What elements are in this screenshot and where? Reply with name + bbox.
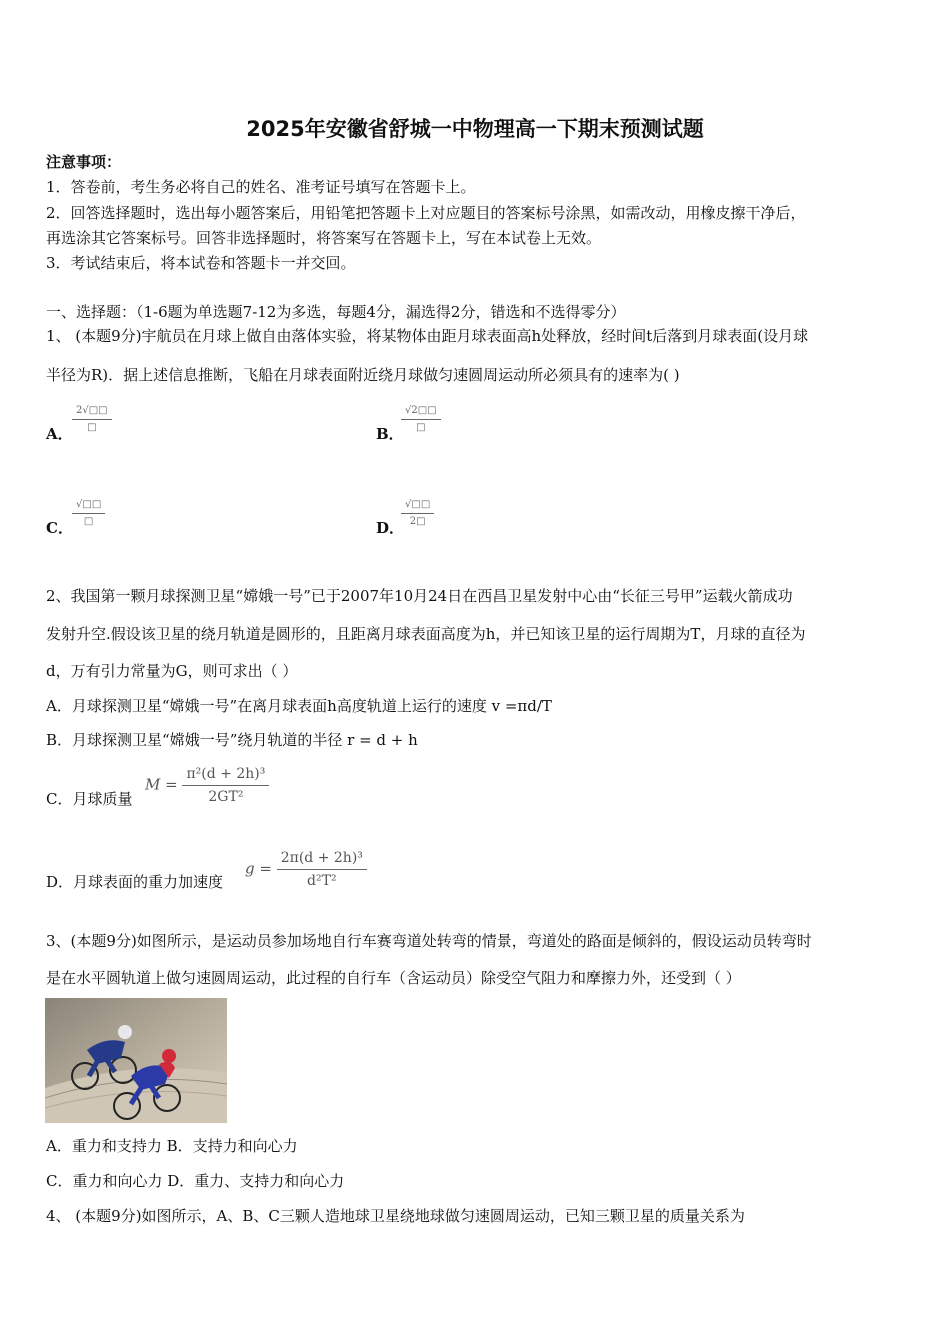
- q1-stem-line: 1、 (本题9分)宇航员在月球上做自由落体实验，将某物体由距月球表面高h处释放，经时间t后落到月球表面(设月球: [46, 327, 809, 345]
- q1-option-c-formula: $\frac{√□□}{□}$: [72, 497, 105, 530]
- notice-item: 3．考试结束后，将本试卷和答题卡一并交回。: [46, 254, 356, 272]
- notice-item: 1．答卷前，考生务必将自己的姓名、准考证号填写在答题卡上。: [46, 178, 476, 196]
- q2-option-c-text: C．月球质量: [46, 790, 133, 808]
- q2-stem-line: d，万有引力常量为G，则可求出（ ）: [46, 662, 298, 680]
- q4-stem-line: 4、 (本题9分)如图所示，A、B、C三颗人造地球卫星绕地球做匀速圆周运动，已知三颗卫星的质量关系为: [46, 1207, 745, 1225]
- q1-option-a-label: A．: [46, 425, 73, 443]
- notice-item: 再选涂其它答案标号。回答非选择题时，将答案写在答题卡上，写在本试卷上无效。: [46, 229, 602, 247]
- q1-option-d-label: D．: [376, 519, 405, 537]
- page-title: 2025年安徽省舒城一中物理高一下期末预测试题: [246, 117, 704, 141]
- q1-option-c-label: C．: [46, 519, 73, 537]
- q2-stem-line: 2、我国第一颗月球探测卫星“嫦娥一号”已于2007年10月24日在西昌卫星发射中心由“长征三号甲”运载火箭成功: [46, 587, 793, 605]
- q1-option-b-formula: $\frac{√2□□}{□}$: [401, 403, 441, 436]
- q1-stem-line: 半径为R)．据上述信息推断，飞船在月球表面附近绕月球做匀速圆周运动所必须具有的速率为( ): [46, 366, 680, 384]
- q2-option-d-text: D．月球表面的重力加速度: [46, 873, 224, 891]
- q2-option-d-formula: g = $\frac{\text{2π(d + 2h)³}}{\text{d²T²}}$: [245, 847, 367, 892]
- cyclists-photo: [45, 998, 227, 1123]
- formula-lhs: M =: [145, 775, 178, 794]
- section-heading: 一、选择题：（1-6题为单选题7-12为多选，每题4分，漏选得2分，错选和不选得零分）: [46, 303, 626, 321]
- q1-option-a-formula: $\frac{2√□□}{□}$: [72, 403, 112, 436]
- q2-stem-line: 发射升空.假设该卫星的绕月轨道是圆形的，且距离月球表面高度为h，并已知该卫星的运行周期为T，月球的直径为: [46, 625, 806, 643]
- q2-option-a: A．月球探测卫星“嫦娥一号”在离月球表面h高度轨道上运行的速度 v =πd/T: [46, 697, 552, 715]
- q2-option-c-formula: M = $\frac{\text{π²(d + 2h)³}}{\text{2GT²}}$: [145, 763, 269, 808]
- notice-item: 2．回答选择题时，选出每小题答案后，用铅笔把答题卡上对应题目的答案标号涂黑，如需改动，用橡皮擦干净后，: [46, 204, 806, 222]
- formula-lhs: g =: [245, 859, 272, 878]
- q2-option-b: B．月球探测卫星“嫦娥一号”绕月轨道的半径 r = d + h: [46, 731, 418, 749]
- q3-stem-line: 3、(本题9分)如图所示，是运动员参加场地自行车赛弯道处转弯的情景，弯道处的路面是倾斜的，假设运动员转弯时: [46, 932, 812, 950]
- q1-option-d-formula: $\frac{√□□}{2□}$: [401, 497, 434, 530]
- q3-stem-line: 是在水平圆轨道上做匀速圆周运动，此过程的自行车（含运动员）除受空气阻力和摩擦力外，还受到（ ）: [46, 969, 741, 987]
- notice-heading: 注意事项：: [46, 153, 122, 171]
- q3-options-row: A．重力和支持力 B．支持力和向心力: [46, 1137, 298, 1155]
- q3-options-row: C．重力和向心力 D．重力、支持力和向心力: [46, 1172, 345, 1190]
- q1-option-b-label: B．: [376, 425, 404, 443]
